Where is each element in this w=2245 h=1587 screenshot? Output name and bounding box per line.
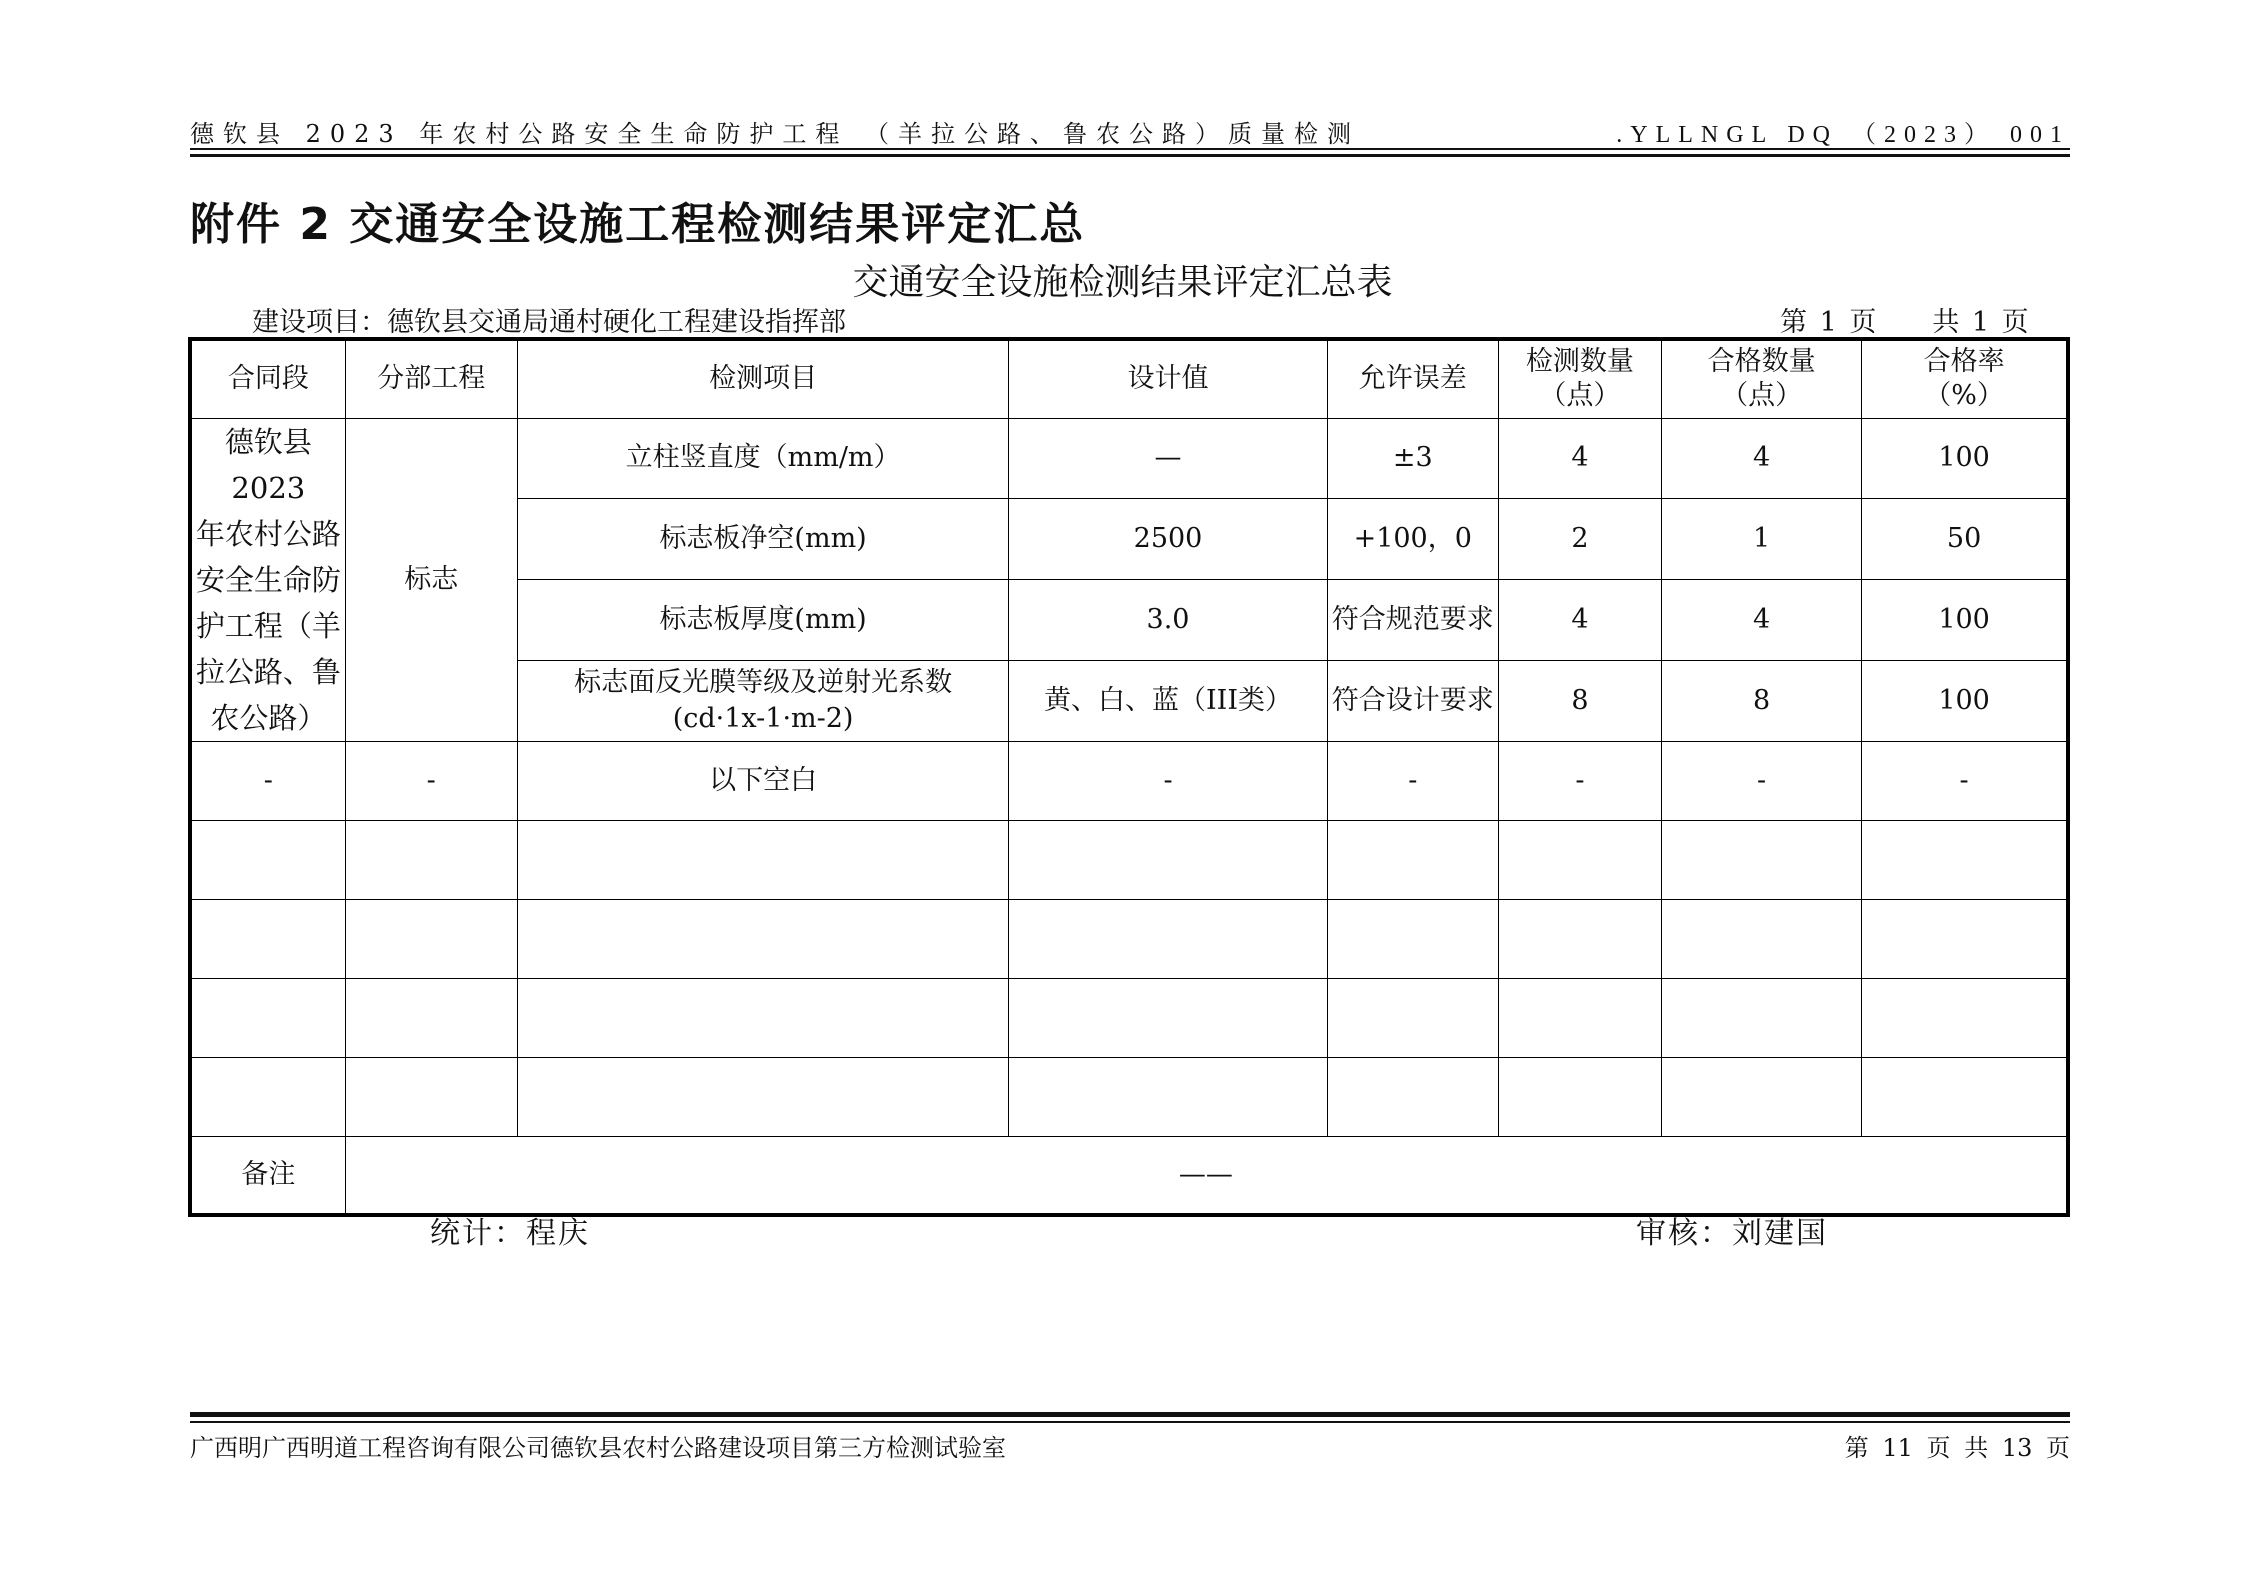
header-tested (1498, 339, 1661, 418)
division-cell: - (345, 741, 517, 820)
header-rate-line1: 合格率 (1923, 346, 2005, 378)
header-passed-line1: 合格数量 (1707, 346, 1816, 378)
remarks-label: 备注 (190, 1136, 345, 1215)
passed-cell: 4 (1662, 418, 1862, 499)
header-division: 分部工程 (345, 339, 517, 418)
contract-line: 护工程（羊 (195, 608, 341, 643)
design-cell: 2500 (1009, 499, 1327, 580)
header-passed (1662, 339, 1862, 418)
table-header-row (190, 339, 2068, 418)
tolerance-cell: 符合规范要求 (1327, 580, 1498, 661)
header-project-title: 德钦县 2023 年农村公路安全生命防护工程 （羊拉公路、鲁农公路）质量检测 (190, 120, 1360, 148)
header-tolerance: 允许误差 (1327, 339, 1498, 418)
table-row (190, 418, 2068, 499)
tested-cell: 4 (1498, 418, 1661, 499)
item-cell: 立柱竖直度（mm/m） (517, 418, 1009, 499)
design-cell: — (1009, 418, 1327, 499)
division-cell: 标志 (345, 418, 517, 741)
project-line: 建设项目：德钦县交通局通村硬化工程建设指挥部 (252, 307, 846, 338)
header-rate-line2: （%） (1924, 380, 2004, 412)
review-signature: 审核：刘建国 (1636, 1216, 1828, 1251)
header-rule-thick (190, 154, 2070, 157)
results-table (188, 337, 2070, 1217)
design-cell: 黄、白、蓝（III类） (1009, 660, 1327, 741)
attachment-title: 附件 2 交通安全设施工程检测结果评定汇总 (190, 199, 1086, 250)
rate-cell: 100 (1862, 660, 2068, 741)
rate-cell: 50 (1862, 499, 2068, 580)
item-cell: 以下空白 (517, 741, 1009, 820)
stats-signature: 统计：程庆 (430, 1216, 590, 1251)
page-info (1780, 300, 2029, 339)
contract-line: 拉公路、鲁 (195, 654, 341, 689)
table-title: 交通安全设施检测结果评定汇总表 (852, 262, 1393, 303)
passed-cell: 8 (1662, 660, 1862, 741)
item-line1: 标志面反光膜等级及逆射光系数 (574, 666, 953, 698)
tested-cell: 4 (1498, 580, 1661, 661)
footer-rule-thick (190, 1412, 2070, 1417)
page-current: 第 1 页 (1780, 307, 1877, 338)
design-cell: - (1009, 741, 1327, 820)
passed-cell: 4 (1662, 580, 1862, 661)
header-tested-line2: （点） (1539, 380, 1621, 412)
tested-cell: - (1498, 741, 1661, 820)
header-design: 设计值 (1009, 339, 1327, 418)
item-line2: (cd·1x-1·m-2) (672, 702, 854, 734)
contract-line: 年农村公路 (195, 516, 341, 551)
running-header (190, 114, 2070, 149)
footer-organization: 广西明广西明道工程咨询有限公司德钦县农村公路建设项目第三方检测试验室 (190, 1434, 1006, 1462)
empty-row (190, 820, 2068, 899)
contract-line: 德钦县 2023 (224, 424, 312, 505)
contract-line: 安全生命防 (195, 562, 341, 597)
item-cell (517, 660, 1009, 741)
header-rule-thin (190, 148, 2070, 150)
tested-cell: 8 (1498, 660, 1661, 741)
item-cell: 标志板净空(mm) (517, 499, 1009, 580)
remarks-value: —— (345, 1136, 2068, 1215)
passed-cell: 1 (1662, 499, 1862, 580)
tolerance-cell: 符合设计要求 (1327, 660, 1498, 741)
rate-cell: 100 (1862, 580, 2068, 661)
rate-cell: - (1862, 741, 2068, 820)
header-report-code: .YLLNGL DQ （2023） 001 (1616, 122, 2070, 148)
design-cell: 3.0 (1009, 580, 1327, 661)
tolerance-cell: ±3 (1327, 418, 1498, 499)
footer-page-number: 第 11 页 共 13 页 (1844, 1434, 2070, 1462)
tolerance-cell: +100，0 (1327, 499, 1498, 580)
remarks-row (190, 1136, 2068, 1215)
tested-cell: 2 (1498, 499, 1661, 580)
header-tested-line1: 检测数量 (1525, 346, 1634, 378)
header-item: 检测项目 (517, 339, 1009, 418)
empty-row (190, 978, 2068, 1057)
header-passed-line2: （点） (1721, 380, 1803, 412)
empty-row (190, 1057, 2068, 1136)
blank-marker-row (190, 741, 2068, 820)
empty-row (190, 899, 2068, 978)
footer-rule-thin (190, 1421, 2070, 1423)
contract-cell: - (190, 741, 345, 820)
passed-cell: - (1662, 741, 1862, 820)
header-rate (1862, 339, 2068, 418)
page-footer (190, 1428, 2070, 1463)
contract-line: 农公路） (210, 700, 327, 735)
tolerance-cell: - (1327, 741, 1498, 820)
header-contract: 合同段 (190, 339, 345, 418)
rate-cell: 100 (1862, 418, 2068, 499)
page-total: 共 1 页 (1932, 307, 2029, 338)
item-cell: 标志板厚度(mm) (517, 580, 1009, 661)
contract-cell (190, 418, 345, 741)
